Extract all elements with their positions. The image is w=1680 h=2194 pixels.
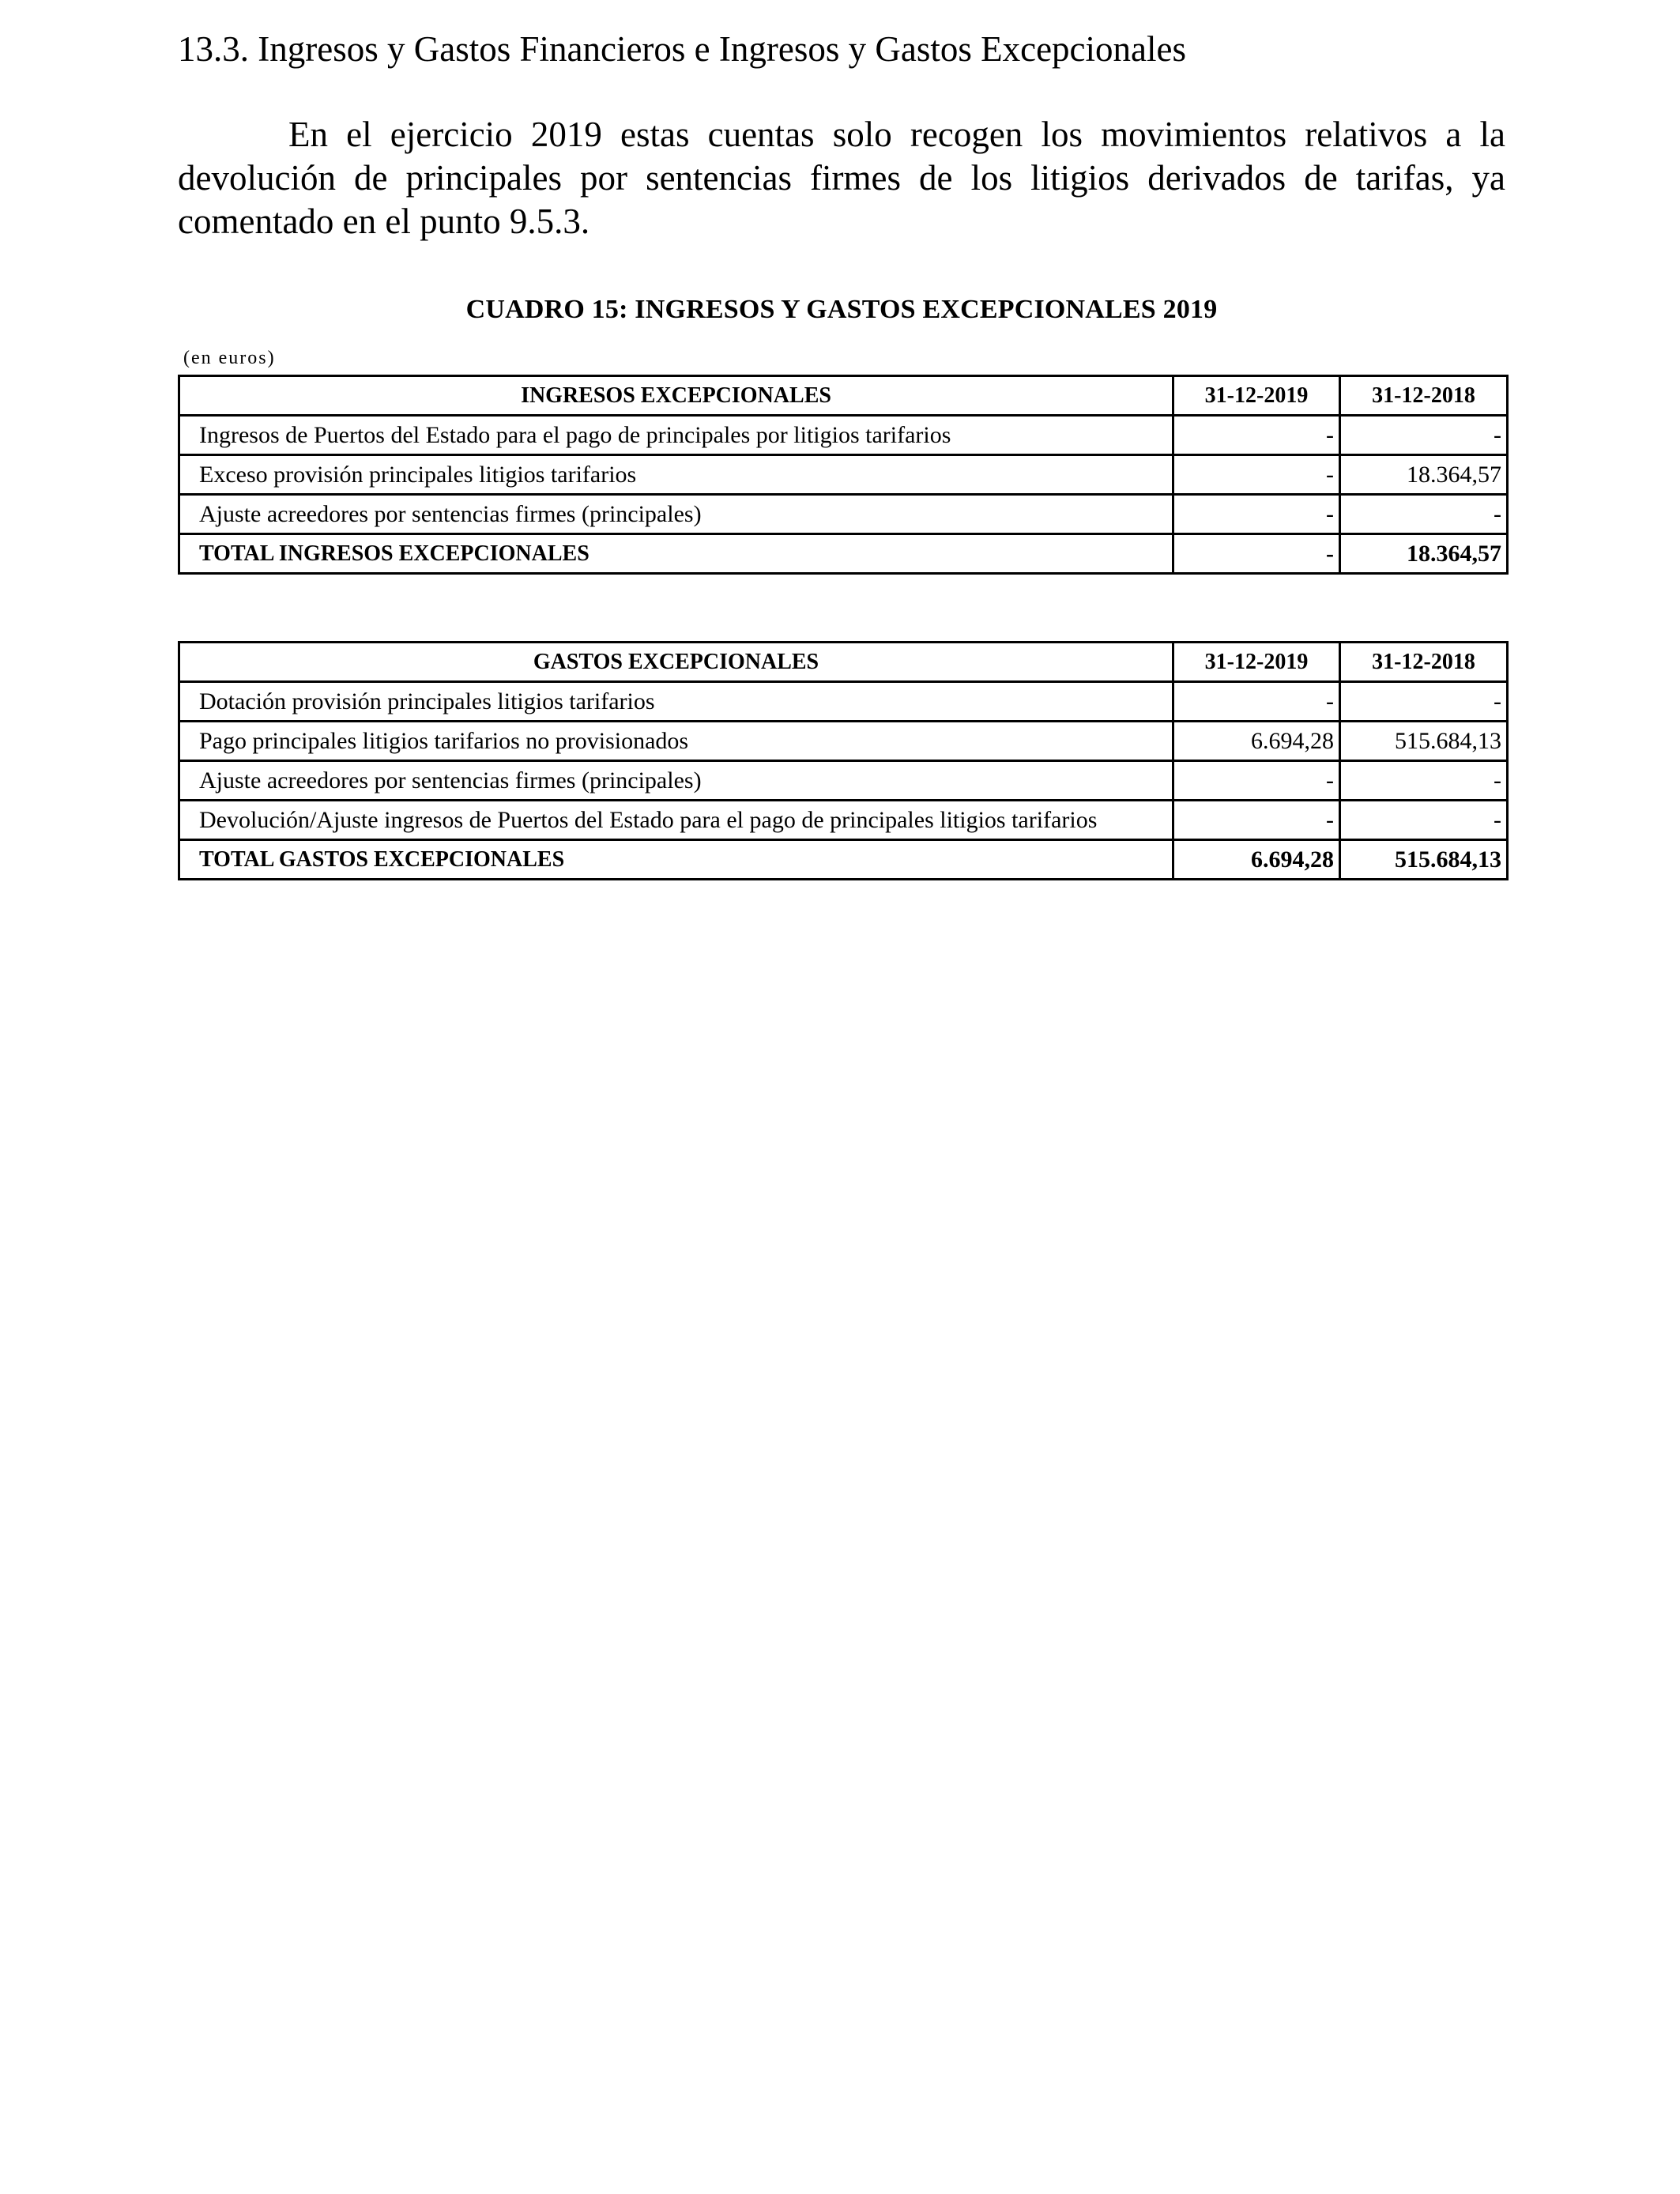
total-value-2018: 18.364,57 [1340, 534, 1508, 574]
table-row [179, 682, 1508, 722]
row-value-2018: - [1340, 416, 1508, 455]
row-label: Ingresos de Puertos del Estado para el pago de principales por litigios tarifarios [179, 416, 1173, 455]
row-label: Ajuste acreedores por sentencias firmes (principales) [179, 761, 1173, 801]
row-value-2019: - [1173, 682, 1340, 722]
row-value-2019: - [1173, 495, 1340, 534]
row-value-2019: - [1173, 416, 1340, 455]
total-label: TOTAL GASTOS EXCEPCIONALES [179, 840, 1173, 880]
table-row [179, 455, 1508, 495]
row-value-2019: - [1173, 801, 1340, 840]
table-row [179, 722, 1508, 761]
table-row [179, 761, 1508, 801]
row-value-2019: - [1173, 761, 1340, 801]
row-value-2019: 6.694,28 [1173, 722, 1340, 761]
total-label: TOTAL INGRESOS EXCEPCIONALES [179, 534, 1173, 574]
row-value-2018: - [1340, 761, 1508, 801]
row-value-2018: - [1340, 682, 1508, 722]
header-label: GASTOS EXCEPCIONALES [179, 643, 1173, 682]
header-col-2019: 31-12-2019 [1173, 643, 1340, 682]
unit-note: (en euros) [183, 348, 276, 368]
row-label: Ajuste acreedores por sentencias firmes (principales) [179, 495, 1173, 534]
row-value-2018: - [1340, 801, 1508, 840]
total-value-2019: - [1173, 534, 1340, 574]
table-header-row [179, 643, 1508, 682]
row-label: Devolución/Ajuste ingresos de Puertos del Estado para el pago de principales litigios tarifarios [179, 801, 1173, 840]
row-value-2018: 515.684,13 [1340, 722, 1508, 761]
row-value-2018: - [1340, 495, 1508, 534]
row-value-2018: 18.364,57 [1340, 455, 1508, 495]
row-value-2019: - [1173, 455, 1340, 495]
table-row [179, 495, 1508, 534]
gastos-table [178, 641, 1509, 880]
header-label: INGRESOS EXCEPCIONALES [179, 376, 1173, 416]
total-value-2018: 515.684,13 [1340, 840, 1508, 880]
total-row [179, 534, 1508, 574]
ingresos-table [178, 375, 1509, 575]
row-label: Dotación provisión principales litigios tarifarios [179, 682, 1173, 722]
table-row [179, 801, 1508, 840]
total-value-2019: 6.694,28 [1173, 840, 1340, 880]
table-header-row [179, 376, 1508, 416]
total-row [179, 840, 1508, 880]
body-paragraph: En el ejercicio 2019 estas cuentas solo recogen los movimientos relativos a la devolución de principales por sentencias firmes de los litigios derivados de tarifas, ya comentado en el punto 9.5.3. [178, 115, 1505, 241]
header-col-2018: 31-12-2018 [1340, 643, 1508, 682]
table-row [179, 416, 1508, 455]
row-label: Pago principales litigios tarifarios no provisionados [179, 722, 1173, 761]
section-heading: 13.3. Ingresos y Gastos Financieros e Ingresos y Gastos Excepcionales [178, 29, 1186, 69]
row-label: Exceso provisión principales litigios tarifarios [179, 455, 1173, 495]
header-col-2018: 31-12-2018 [1340, 376, 1508, 416]
table-title: CUADRO 15: INGRESOS Y GASTOS EXCEPCIONALES 2019 [465, 295, 1218, 324]
header-col-2019: 31-12-2019 [1173, 376, 1340, 416]
